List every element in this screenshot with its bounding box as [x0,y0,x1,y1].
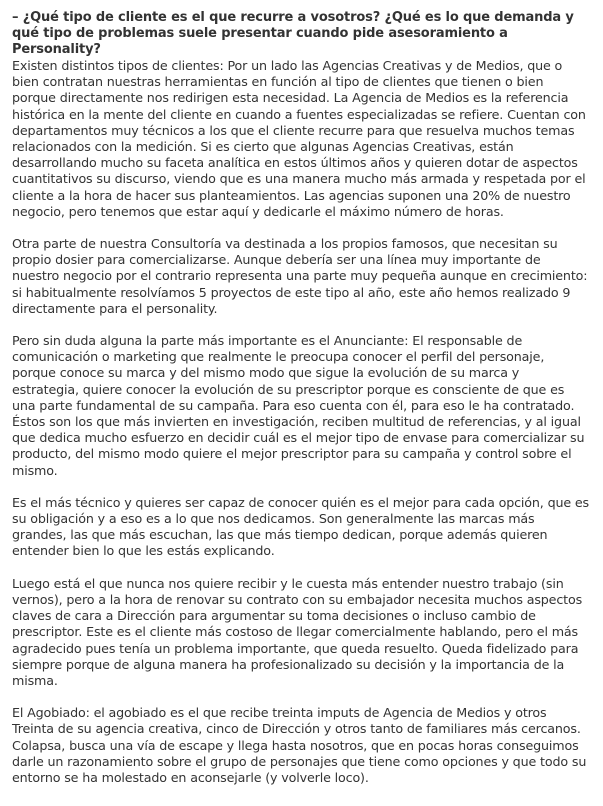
answer-paragraph-4: Es el más técnico y quieres ser capaz de conocer quién es el mejor para cada opción, que es su obligación y a eso es a lo que nos dedicamos. Son generalmente las marcas más grandes, las que más escuchan, las que más tiempo dedican, porque además quieren entender bien lo que les estás explicando. [12,494,590,559]
answer-paragraph-3: Pero sin duda alguna la parte más importante es el Anunciante: El responsable de comunicación o marketing que realmente le preocupa conocer el perfil del personaje, porque conoce su marca y del mismo modo que sigue la evolución de su marca y estrategia, quiere conocer la evolución de su prescriptor porque es consciente de que es una parte fundamental de su campaña. Para eso cuenta con él, para eso le ha contratado. Éstos son los que más invierten en investigación, reciben multitud de referencias, y al igual que dedica mucho esfuerzo en decidir cuál es el mejor tipo de envase para comercializar su producto, del mismo modo quiere el mejor prescriptor para su campaña y control sobre el mismo. [12,333,585,478]
answer-paragraph-6: El Agobiado: el agobiado es el que recibe treinta imputs de Agencia de Medios y otros Treinta de su agencia creativa, cinco de Dirección y otros tanto de familiares más cercanos. Colapsa, busca una vía de escape y llega hasta nosotros, que en pocas horas conseguimos darle un razonamiento sobre el grupo de personajes que tiene como opciones y que todo su entorno se ha molestado en aconsejarle (y volverle loco). [12,705,587,785]
answer-paragraph-2: Otra parte de nuestra Consultoría va destinada a los propios famosos, que necesitan su propio dosier para comercializarse. Aunque debería ser una línea muy importante de nuestro negocio por el contrario representa una parte muy pequeña aunque en crecimiento: si habitualmente resolvíamos 5 proyectos de este tipo al año, este año hemos realizado 9 directamente para el personality. [12,236,588,316]
interview-question: – ¿Qué tipo de cliente es el que recurre a vosotros? ¿Qué es lo que demanda y qué tipo de problemas suele presentar cuando pide asesoramiento a Personality? [12,10,574,57]
answer-paragraph-1: Existen distintos tipos de clientes: Por un lado las Agencias Creativas y de Medios, que o bien contratan nuestras herramientas en función al tipo de clientes que tienen o bien porque directamente nos redirigen esta necesidad. La Agencia de Medios es la referencia histórica en la mente del cliente en cuando a fuentes especializadas se refiere. Cuentan con departamentos muy técnicos a los que el cliente recurre para que resuelva muchos temas relacionados con la medición. Si es cierto que algunas Agencias Creativas, están desarrollando mucho su faceta analítica en estos últimos años y quieren dotar de aspectos cuantitativos su discurso, viendo que es una manera mucho más armada y respetada por el cliente a la hora de hacer sus planteamientos. Las agencias suponen una 20% de nuestro negocio, pero tenemos que estar aquí y dedicarle el máximo número de horas. [12,58,586,219]
answer-paragraph-5: Luego está el que nunca nos quiere recibir y le cuesta más entender nuestro trabajo (sin vernos), pero a la hora de renovar su contrato con su embajador necesita muchos aspectos claves de cara a Dirección para argumentar su toma decisiones o incluso cambio de prescriptor. Este es el cliente más costoso de llegar comercialmente hablando, pero el más agradecido pues tenía un problema importante, que queda resuelto. Queda fidelizado para siempre porque de alguna manera ha profesionalizado su decisión y la importancia de la misma. [12,575,583,688]
